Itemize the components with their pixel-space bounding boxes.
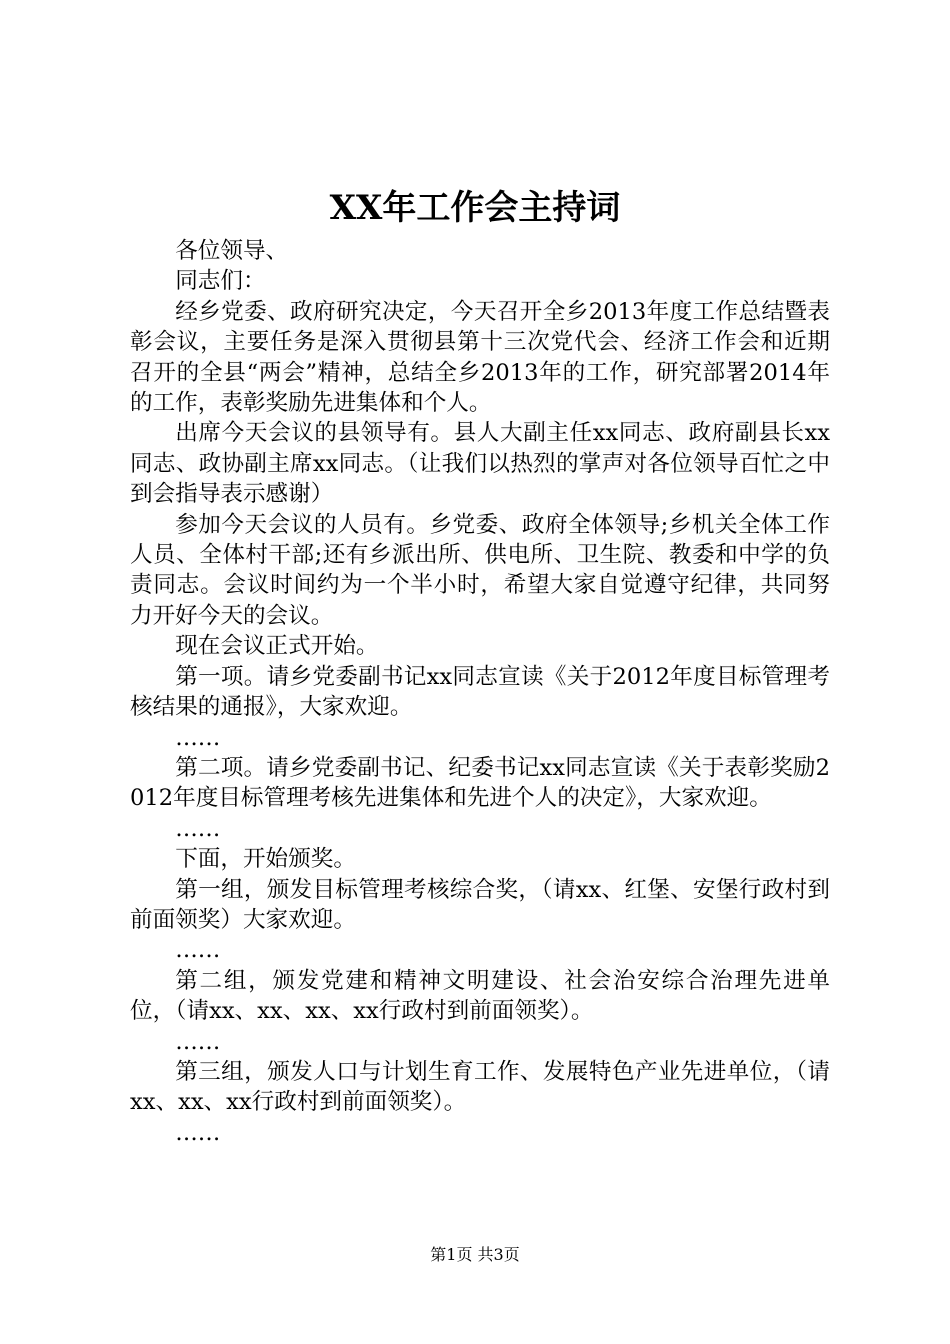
paragraph-item-one: 第一项。请乡党委副书记xx同志宣读《关于2012年度目标管理考核结果的通报》，大家欢迎。 [130,663,830,721]
paragraph-item-two: 第二项。请乡党委副书记、纪委书记xx同志宣读《关于表彰奖励2012年度目标管理考核先进集体和先进个人的决定》，大家欢迎。 [130,754,830,812]
paragraph-ellipsis: …… [175,937,221,964]
paragraph-ellipsis: …… [175,724,221,751]
page-number-footer: 第1页 共3页 [430,1245,520,1264]
paragraph-group-one: 第一组，颁发目标管理考核综合奖，（请xx、红堡、安堡行政村到前面领奖）大家欢迎。 [130,876,830,933]
paragraph-attending-leaders: 出席今天会议的县领导有。县人大副主任xx同志、政府副县长xx同志、政协副主席xx同志。（让我们以热烈的掌声对各位领导百忙之中到会指导表示感谢） [130,420,830,508]
paragraph-meeting-start: 现在会议正式开始。 [175,633,379,660]
paragraph-ellipsis: …… [175,1028,221,1055]
paragraph-group-three: 第三组，颁发人口与计划生育工作、发展特色产业先进单位，（请xx、xx、xx行政村到前面领奖）。 [130,1058,830,1116]
document-title: XX年工作会主持词 [329,188,621,228]
document-body [130,236,830,1148]
paragraph-ellipsis: …… [175,1119,221,1146]
paragraph-group-two: 第二组，颁发党建和精神文明建设、社会治安综合治理先进单位，（请xx、xx、xx、xx行政村到前面领奖）。 [130,967,830,1025]
paragraph-salutation-2: 同志们： [175,268,266,295]
paragraph-attendees: 参加今天会议的人员有。乡党委、政府全体领导;乡机关全体工作人员、全体村干部;还有乡派出所、供电所、卫生院、教委和中学的负责同志。会议时间约为一个半小时，希望大家自觉遵守纪律，共同努力开好今天的会议。 [130,511,830,629]
paragraph-ellipsis: …… [175,815,221,842]
paragraph-awards-start: 下面，开始颁奖。 [175,846,356,873]
paragraph-salutation-1: 各位领导、 [175,238,289,264]
paragraph-meeting-purpose: 经乡党委、政府研究决定，今天召开全乡2013年度工作总结暨表彰会议，主要任务是深入贯彻县第十三次党代会、经济工作会和近期召开的全县“两会”精神，总结全乡2013年的工作，研究部署2014年的工作，表彰奖励先进集体和个人。 [130,298,830,417]
